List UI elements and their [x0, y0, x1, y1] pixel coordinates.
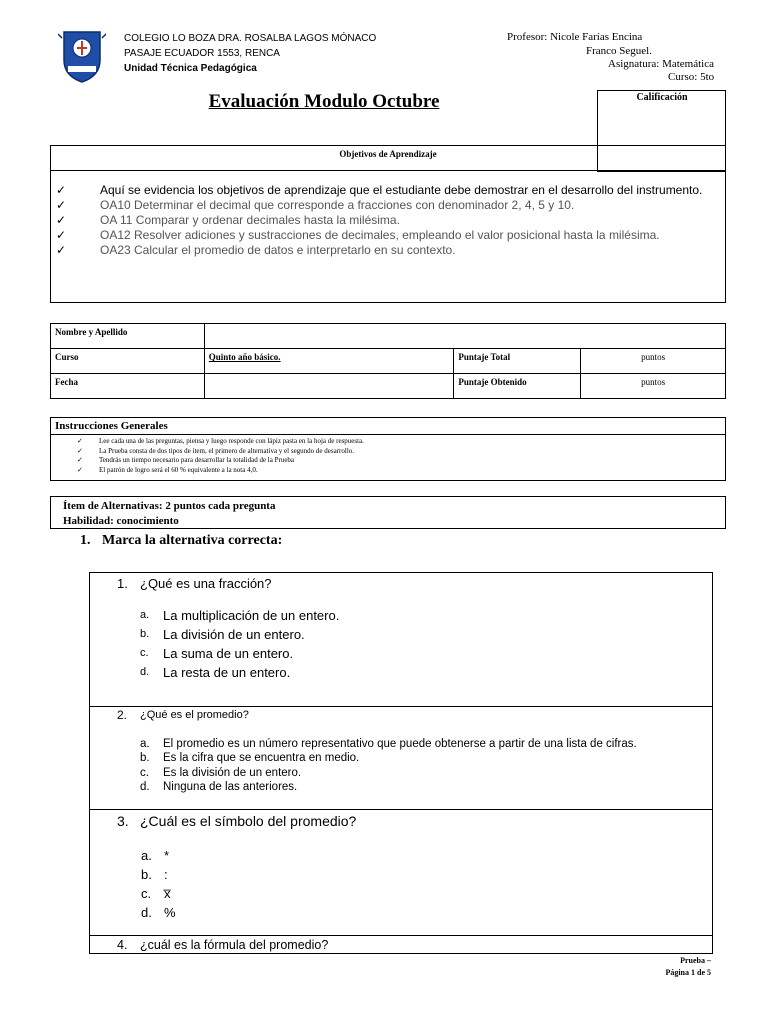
item-section-line1: Ítem de Alternativas: 2 puntos cada pregunta — [63, 500, 276, 512]
objectives-title: Objetivos de Aprendizaje — [50, 145, 726, 171]
objectives-list — [56, 183, 720, 258]
page-title: Evaluación Modulo Octubre — [208, 91, 440, 112]
grade-label: Calificación — [636, 92, 688, 103]
instructions-list — [50, 434, 726, 481]
school-logo — [58, 26, 106, 84]
check-icon: ✓ — [77, 437, 83, 445]
item-section-header — [50, 496, 726, 529]
total-score-label: Puntaje Total — [454, 349, 581, 374]
check-icon: ✓ — [56, 228, 67, 242]
option-c[interactable]: c. x̅ — [141, 886, 171, 901]
check-icon: ✓ — [77, 465, 83, 474]
question-3: 3. ¿Cuál es el símbolo del promedio? a. * b. : c. x̅ d. % — [117, 813, 357, 920]
option-d[interactable]: d. La resta de un entero. — [140, 665, 291, 680]
date-label: Fecha — [51, 374, 205, 399]
objective-item: ✓ OA23 Calcular el promedio de datos e interpretarlo en su contexto. — [56, 243, 456, 257]
check-icon: ✓ — [56, 243, 67, 257]
student-info-table — [50, 323, 726, 399]
instructions-title: Instrucciones Generales — [50, 417, 726, 435]
question-divider — [89, 809, 713, 810]
objective-item: ✓ OA12 Resolver adiciones y sustracciones de decimales, empleando el valor posicional hasta la milésima. — [56, 228, 660, 242]
question-4: 4. ¿cuál es la fórmula del promedio? — [117, 938, 329, 952]
subject: Asignatura: Matemática — [608, 58, 714, 70]
name-field[interactable] — [204, 324, 725, 349]
objective-item: ✓ OA 11 Comparar y ordenar decimales hasta la milésima. — [56, 213, 400, 227]
option-b[interactable]: b. : — [141, 867, 168, 882]
instruction-item: ✓ Lee cada una de las preguntas, piensa y luego responde con lápiz pasta en la hoja de respuesta. — [77, 437, 364, 445]
option-a[interactable]: a. La multiplicación de un entero. — [140, 608, 340, 623]
section-title: 1. Marca la alternativa correcta: — [80, 533, 283, 548]
obtained-score-label: Puntaje Obtenido — [454, 374, 581, 399]
check-icon: ✓ — [77, 456, 83, 464]
question-1: 1. ¿Qué es una fracción? a. La multiplicación de un entero. b. La división de un entero. c. La suma de un entero. d. La resta de un entero. — [117, 576, 340, 680]
page-footer — [665, 955, 711, 979]
course-value: Quinto año básico. — [204, 349, 454, 374]
instruction-item: ✓ El patrón de logro será el 60 % equivalente a la nota 4,0. — [77, 465, 258, 474]
teacher-line-2: Franco Seguel. — [586, 45, 652, 57]
check-icon: ✓ — [77, 446, 83, 455]
option-a[interactable]: a. * — [141, 848, 170, 863]
obtained-score-field[interactable]: puntos — [581, 374, 726, 399]
check-icon: ✓ — [56, 213, 67, 227]
school-unit: Unidad Técnica Pedagógica — [124, 63, 257, 74]
objective-item: ✓ Aquí se evidencia los objetivos de aprendizaje que el estudiante debe demostrar en el desarrollo del instrumento. — [56, 183, 703, 197]
instruction-item: ✓ La Prueba consta de dos tipos de ítem, el primero de alternativa y el segundo de desarrollo. — [77, 446, 355, 455]
school-header — [124, 31, 376, 76]
check-icon: ✓ — [56, 198, 67, 212]
option-c[interactable]: c. Es la división de un entero. — [140, 766, 302, 779]
check-icon: ✓ — [56, 183, 67, 197]
page-number: Página 1 de 5 — [665, 968, 711, 977]
course: Curso: 5to — [668, 71, 715, 83]
total-score-field[interactable]: puntos — [581, 349, 726, 374]
objective-item: ✓ OA10 Determinar el decimal que corresponde a fracciones con denominador 2, 4, 5 y 10. — [56, 198, 575, 212]
option-b[interactable]: b. La división de un entero. — [140, 627, 305, 642]
course-label: Curso — [51, 349, 205, 374]
question-divider — [89, 935, 713, 936]
option-b[interactable]: b. Es la cifra que se encuentra en medio. — [140, 752, 360, 764]
footer-doc-label: Prueba – — [680, 956, 711, 965]
school-address: PASAJE ECUADOR 1553, RENCA — [124, 48, 280, 59]
option-a[interactable]: a. El promedio es un número representativo que puede obtenerse a partir de una lista de cifras. — [140, 737, 637, 750]
school-name: COLEGIO LO BOZA DRA. ROSALBA LAGOS MÓNACO — [124, 33, 377, 44]
question-2: 2. ¿Qué es el promedio? a. El promedio es un número representativo que puede obtenerse a partir de una lista de cifras. b. Es la cifra que se encuentra en medio. c. Es la división de un entero. d. Ninguna de las anteriores. — [117, 708, 637, 793]
option-c[interactable]: c. La suma de un entero. — [140, 646, 294, 661]
instruction-item: ✓ Tendrás un tiempo necesario para desarrollar la totalidad de la Prueba — [77, 456, 295, 464]
date-field[interactable] — [204, 374, 454, 399]
question-divider — [89, 706, 713, 707]
option-d[interactable]: d. Ninguna de las anteriores. — [140, 781, 298, 793]
option-d[interactable]: d. % — [141, 905, 176, 920]
item-section-line2: Habilidad: conocimiento — [63, 515, 179, 527]
name-label: Nombre y Apellido — [51, 324, 205, 349]
teacher-line: Profesor: Nicole Farías Encina — [507, 31, 643, 43]
